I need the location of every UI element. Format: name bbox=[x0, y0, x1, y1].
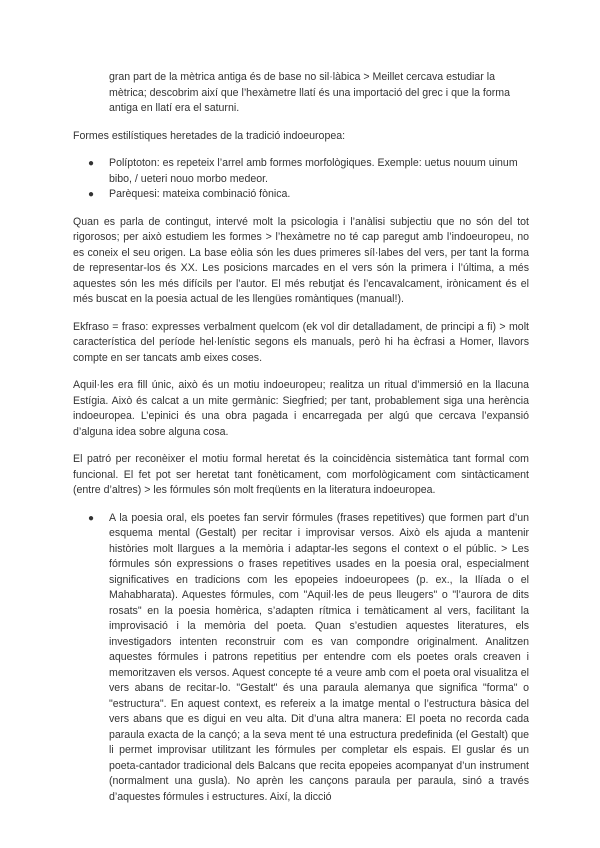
bullet-icon: ● bbox=[88, 512, 95, 524]
paragraph-aquiles: Aquil·les era fill únic, això és un motiu indoeuropeu; realitza un ritual d’immersió en la llacuna Estígia. Això és calcat a un mite germànic: Siegfried; per tant, probablement siga una herència indoeuropea. L’epinici és una obra pagada i encarregada per algú que cercava l’expansió d’alguna idea sobre alguna cosa. bbox=[73, 379, 529, 438]
list-item-text: Políptoton: es repeteix l’arrel amb formes morfològiques. Exemple: uetus nouum uinum bibo, / ueteri nouo morbo medeor. bbox=[109, 157, 518, 185]
list-item bbox=[73, 156, 529, 187]
paragraph-contingut: Quan es parla de contingut, intervé molt la psicologia i l’anàlisi subjectiu que no són del tot rigorosos; per això estudiem les formes > l’hexàmetre no té cap paregut amb l’indoeuropeu, no es coneix el seu origen. La base eòlia són les dues primeres síl·labes del vers, per tant la forma de representar-los és XX. Les posicions marcades en el vers són la primera i l’última, a més aquestes són les més difícils per l’autor. El més rebutjat és l’encavalcament, irònicament és el més buscat en la poesia actual de les llengües romàntiques (manual!). bbox=[73, 215, 529, 305]
forms-list bbox=[73, 156, 529, 203]
list-item bbox=[73, 511, 529, 806]
list-item bbox=[73, 187, 529, 203]
bullet-icon: ● bbox=[88, 158, 95, 169]
list-item-text: Parèquesi: mateixa combinació fònica. bbox=[109, 188, 291, 200]
paragraph-patro: El patró per reconèixer el motiu formal heretat és la coincidència sistemàtica tant formal com funcional. El fet pot ser heretat tant fonèticament, com morfològicament com sintàcticament (entre d’altres) > les fórmules són molt freqüents en la literatura indoeuropea. bbox=[73, 453, 529, 496]
paragraph-ekfraso: Ekfraso = fraso: expresses verbalment quelcom (ek vol dir detalladament, de principi a fi) > molt característica del període hel·lenístic segons els manuals, però hi ha ècfrasi a Homer, llavors compte en ser tancats amb eixes coses. bbox=[73, 320, 529, 364]
oral-poetry-list bbox=[73, 511, 529, 806]
list-item-text: A la poesia oral, els poetes fan servir fórmules (frases repetitives) que formen part d’un esquema mental (Gestalt) per recitar i improvisar versos. Això els ajuda a mantenir històries molt llargues a la memòria i adaptar-les segons el context o el públic. > Les fórmules són expressions o frases repetitives usades en la poesia oral, especialment significatives en tradicions com les epopeies indoeuropees (p. ex., la Ilíada o el Mahabharata). Aquestes fórmules, com "Aquil·les de peus lleugers" o "l’aurora de dits rosats" en la poesia homèrica, s’adapten rítmica i temàticament al vers, facilitant la improvisació i la memòria del poeta. Quan s’estudien aquestes literatures, els investigadors intenten reconstruir com es van compondre originalment. Analitzen aquestes fórmules i patrons repetitius per entendre com els poetes orals creaven i memoritzaven els versos. Aquest concepte té a veure amb com el poeta oral visualitza el vers abans de recitar-lo. "Gestalt" és una paraula alemanya que significa "forma" o "estructura". En aquest context, es refereix a la imatge mental o l’estructura bàsica del vers abans que es digui en veu alta. Dit d’una altra manera: El poeta no recorda cada paraula exacta de la cançó; a la seva ment té una estructura predefinida (el Gestalt) que li permet improvisar utilitzant les fórmules per completar els espais. El guslar és un poeta-cantador tradicional dels Balcans que recita epopeies acompanyat d’un instrument (normalment una gusla). No aprèn les cançons paraula per paraula, sinó a través d’aquestes fórmules i estructures. Així, la dicció bbox=[109, 511, 529, 803]
intro-continuation: gran part de la mètrica antiga és de base no sil·làbica > Meillet cercava estudiar la mètrica; descobrim així que l’hexàmetre llatí és una importació del grec i que la forma antiga en llatí era el saturni. bbox=[109, 71, 510, 114]
bullet-icon: ● bbox=[88, 189, 95, 200]
forms-heading: Formes estilístiques heretades de la tradició indoeuropea: bbox=[73, 129, 346, 142]
document-page bbox=[73, 70, 529, 817]
